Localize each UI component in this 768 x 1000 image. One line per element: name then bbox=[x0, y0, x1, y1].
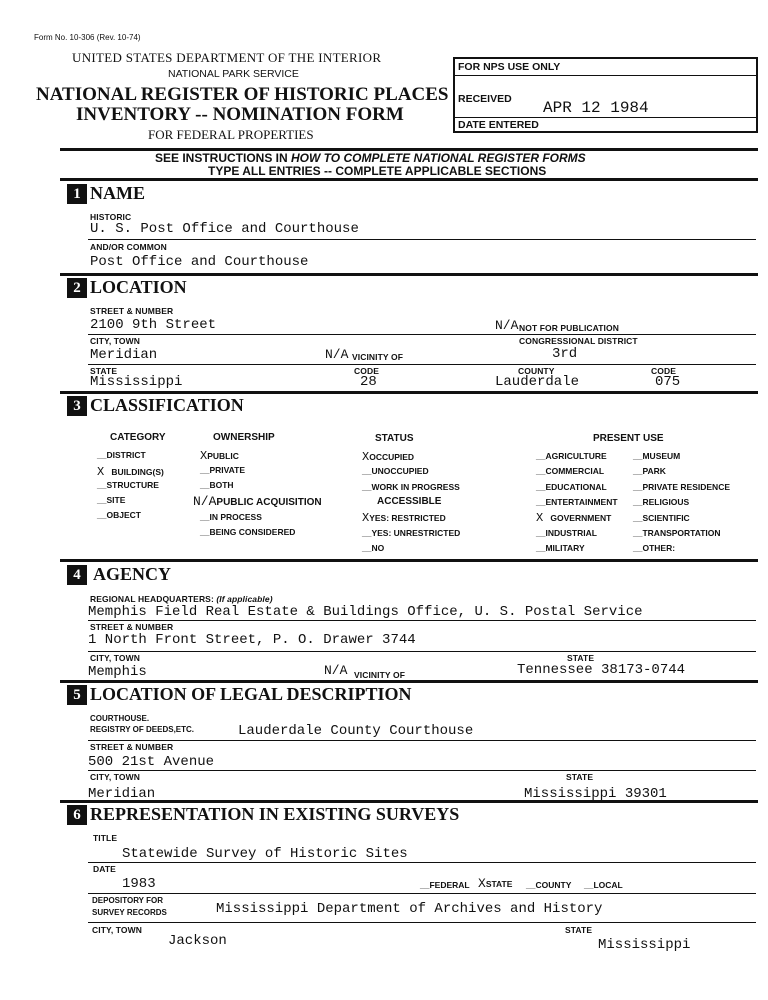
form-title-2: INVENTORY -- NOMINATION FORM bbox=[76, 104, 404, 125]
checkbox-mark: __ bbox=[200, 480, 210, 490]
checkbox-label: IN PROCESS bbox=[209, 512, 262, 522]
checkbox-mark: __ bbox=[200, 527, 210, 537]
status-work-in-progress[interactable] bbox=[362, 482, 460, 492]
checkbox-label: BEING CONSIDERED bbox=[209, 527, 296, 537]
section-title-surveys: REPRESENTATION IN EXISTING SURVEYS bbox=[90, 804, 460, 824]
checkbox-label: YES: UNRESTRICTED bbox=[371, 528, 461, 538]
checkbox-label: DISTRICT bbox=[106, 450, 146, 460]
checkbox-mark: __ bbox=[536, 482, 546, 492]
county-code-label: CODE bbox=[651, 366, 676, 376]
accessible-heading: ACCESSIBLE bbox=[377, 496, 442, 507]
divider bbox=[88, 334, 756, 335]
nps-use-box bbox=[453, 57, 758, 133]
instructions-line-1 bbox=[155, 151, 586, 165]
divider bbox=[88, 651, 756, 652]
checkbox-label: SCIENTIFIC bbox=[642, 513, 690, 523]
divider bbox=[88, 770, 756, 771]
checkbox-label: OBJECT bbox=[106, 510, 141, 520]
legal-city-value: Meridian bbox=[88, 786, 156, 802]
checkbox-mark: __ bbox=[536, 451, 546, 461]
state-code-value: 28 bbox=[360, 374, 377, 390]
state-value: Mississippi bbox=[90, 374, 183, 390]
checkbox-mark: __ bbox=[97, 480, 107, 490]
category-site[interactable] bbox=[97, 495, 125, 505]
divider bbox=[88, 740, 756, 741]
section-number-1: 1 bbox=[67, 184, 87, 204]
agency-city-value: Memphis bbox=[88, 664, 147, 680]
legal-city-label: CITY, TOWN bbox=[90, 772, 140, 782]
use-scientific[interactable] bbox=[633, 513, 690, 523]
checkbox-mark: __ bbox=[200, 465, 210, 475]
checkbox-label: COUNTY bbox=[535, 880, 572, 890]
checkbox-label: LOCAL bbox=[593, 880, 623, 890]
use-park[interactable] bbox=[633, 466, 666, 476]
checkbox-label: AGRICULTURE bbox=[545, 451, 607, 461]
agency-state-label: STATE bbox=[567, 653, 595, 663]
checkbox-mark: X bbox=[362, 511, 370, 525]
checkbox-mark: X bbox=[536, 511, 551, 525]
regional-hq-text: REGIONAL HEADQUARTERS: bbox=[90, 594, 214, 604]
nps-box-title: FOR NPS USE ONLY bbox=[458, 61, 561, 73]
survey-federal-option[interactable] bbox=[420, 880, 470, 890]
divider bbox=[88, 364, 756, 365]
checkbox-label: OTHER: bbox=[642, 543, 676, 553]
survey-city-label: CITY, TOWN bbox=[92, 925, 142, 935]
use-military[interactable] bbox=[536, 543, 585, 553]
status-occupied[interactable] bbox=[362, 450, 414, 464]
checkbox-mark: __ bbox=[362, 466, 372, 476]
checkbox-label: FEDERAL bbox=[429, 880, 470, 890]
agency-vicinity-label: VICINITY OF bbox=[354, 670, 406, 680]
checkbox-label: RELIGIOUS bbox=[642, 497, 690, 507]
survey-date-label: DATE bbox=[93, 864, 116, 874]
survey-local-option[interactable] bbox=[584, 880, 623, 890]
checkbox-label: OCCUPIED bbox=[369, 452, 415, 462]
checkbox-mark: __ bbox=[97, 495, 107, 505]
nps-divider bbox=[455, 75, 756, 76]
section-title-legal-description: LOCATION OF LEGAL DESCRIPTION bbox=[90, 684, 412, 704]
department-name: UNITED STATES DEPARTMENT OF THE INTERIOR bbox=[72, 50, 382, 65]
divider bbox=[60, 680, 758, 683]
ownership-public[interactable] bbox=[200, 449, 239, 463]
accessible-yes-unrestricted[interactable] bbox=[362, 528, 460, 538]
survey-title-label: TITLE bbox=[93, 833, 118, 843]
checkbox-mark: __ bbox=[536, 466, 546, 476]
historic-name: U. S. Post Office and Courthouse bbox=[90, 221, 359, 237]
legal-street-value: 500 21st Avenue bbox=[88, 754, 215, 770]
checkbox-label: PRIVATE RESIDENCE bbox=[642, 482, 731, 492]
section-number-3: 3 bbox=[67, 396, 87, 416]
not-for-pub-mark: N/A bbox=[495, 318, 519, 333]
use-commercial[interactable] bbox=[536, 466, 604, 476]
checkbox-mark: X bbox=[200, 449, 208, 463]
status-heading: STATUS bbox=[375, 433, 414, 444]
checkbox-mark: __ bbox=[633, 497, 643, 507]
divider bbox=[60, 800, 758, 803]
checkbox-mark: __ bbox=[362, 482, 372, 492]
checkbox-label: MUSEUM bbox=[642, 451, 681, 461]
public-acquisition-mark: N/A bbox=[193, 494, 217, 509]
form-number: Form No. 10-306 (Rev. 10-74) bbox=[34, 33, 141, 42]
agency-vicinity-mark: N/A bbox=[324, 663, 348, 678]
district-label: CONGRESSIONAL DISTRICT bbox=[519, 336, 638, 346]
checkbox-label: MILITARY bbox=[545, 543, 585, 553]
divider bbox=[60, 178, 758, 181]
survey-title-value: Statewide Survey of Historic Sites bbox=[122, 846, 408, 862]
legal-state-label: STATE bbox=[566, 772, 594, 782]
depository-label-1: DEPOSITORY FOR bbox=[92, 896, 163, 905]
instructions-line-2: TYPE ALL ENTRIES -- COMPLETE APPLICABLE SECTIONS bbox=[208, 164, 547, 178]
city-value: Meridian bbox=[90, 347, 158, 363]
checkbox-label: UNOCCUPIED bbox=[371, 466, 429, 476]
checkbox-mark: __ bbox=[362, 543, 372, 553]
checkbox-mark: __ bbox=[633, 528, 643, 538]
service-name: NATIONAL PARK SERVICE bbox=[168, 68, 299, 80]
agency-street-value: 1 North Front Street, P. O. Drawer 3744 bbox=[88, 632, 416, 648]
checkbox-mark: __ bbox=[200, 512, 210, 522]
divider bbox=[88, 862, 756, 863]
public-acquisition-label: PUBLIC ACQUISITION bbox=[216, 497, 322, 508]
checkbox-label: PUBLIC bbox=[207, 451, 239, 461]
regional-hq-note: (If applicable) bbox=[216, 594, 273, 604]
street-label: STREET & NUMBER bbox=[90, 306, 174, 316]
category-heading: CATEGORY bbox=[110, 432, 166, 443]
checkbox-label: SITE bbox=[106, 495, 126, 505]
checkbox-label: STRUCTURE bbox=[106, 480, 159, 490]
legal-street-label: STREET & NUMBER bbox=[90, 742, 174, 752]
depository-label-2: SURVEY RECORDS bbox=[92, 908, 167, 917]
common-label: AND/OR COMMON bbox=[90, 242, 167, 252]
divider bbox=[88, 239, 756, 240]
checkbox-label: PRIVATE bbox=[209, 465, 246, 475]
survey-county-option[interactable] bbox=[526, 880, 571, 890]
divider bbox=[60, 559, 758, 562]
divider bbox=[88, 893, 756, 894]
common-name: Post Office and Courthouse bbox=[90, 254, 309, 270]
survey-state-option[interactable] bbox=[478, 876, 512, 891]
use-government[interactable] bbox=[536, 511, 611, 525]
checkbox-mark: __ bbox=[633, 451, 643, 461]
section-title-location: LOCATION bbox=[90, 277, 187, 297]
use-religious[interactable] bbox=[633, 497, 689, 507]
survey-date-value: 1983 bbox=[122, 876, 156, 892]
courthouse-value: Lauderdale County Courthouse bbox=[238, 723, 474, 739]
checkbox-mark: X bbox=[97, 465, 112, 479]
checkbox-label: GOVERNMENT bbox=[550, 513, 612, 523]
code-label: CODE bbox=[354, 366, 379, 376]
county-value: Lauderdale bbox=[495, 374, 580, 390]
checkbox-label: EDUCATIONAL bbox=[545, 482, 607, 492]
category-buildings[interactable] bbox=[97, 465, 164, 479]
use-private-residence[interactable] bbox=[633, 482, 730, 492]
use-industrial[interactable] bbox=[536, 528, 597, 538]
divider bbox=[88, 620, 756, 621]
vicinity-label: VICINITY OF bbox=[352, 352, 404, 362]
use-transportation[interactable] bbox=[633, 528, 721, 538]
legal-state-value: Mississippi 39301 bbox=[524, 786, 667, 802]
ownership-private[interactable] bbox=[200, 465, 245, 475]
survey-state-value: Mississippi bbox=[598, 937, 691, 953]
section-number-4: 4 bbox=[67, 565, 87, 585]
checkbox-mark: __ bbox=[633, 543, 643, 553]
date-entered-label: DATE ENTERED bbox=[458, 119, 539, 131]
use-educational[interactable] bbox=[536, 482, 607, 492]
acquisition-being-considered[interactable] bbox=[200, 527, 295, 537]
checkbox-mark: X bbox=[478, 876, 486, 891]
form-title-1: NATIONAL REGISTER OF HISTORIC PLACES bbox=[36, 84, 449, 105]
use-agriculture[interactable] bbox=[536, 451, 607, 461]
checkbox-label: NO bbox=[371, 543, 385, 553]
checkbox-mark: __ bbox=[633, 513, 643, 523]
received-label: RECEIVED bbox=[458, 93, 512, 105]
acquisition-in-process[interactable] bbox=[200, 512, 262, 522]
divider bbox=[60, 273, 758, 276]
agency-city-label: CITY, TOWN bbox=[90, 653, 140, 663]
section-title-classification: CLASSIFICATION bbox=[90, 395, 244, 415]
historic-label: HISTORIC bbox=[90, 212, 132, 222]
agency-street-label: STREET & NUMBER bbox=[90, 622, 174, 632]
checkbox-label: COMMERCIAL bbox=[545, 466, 605, 476]
checkbox-label: INDUSTRIAL bbox=[545, 528, 597, 538]
checkbox-mark: __ bbox=[420, 880, 430, 890]
form-subtitle: FOR FEDERAL PROPERTIES bbox=[148, 127, 314, 142]
checkbox-mark: X bbox=[362, 450, 370, 464]
instructions-emphasis: HOW TO COMPLETE NATIONAL REGISTER FORMS bbox=[291, 151, 586, 165]
checkbox-mark: __ bbox=[633, 482, 643, 492]
checkbox-label: BOTH bbox=[209, 480, 234, 490]
street-value: 2100 9th Street bbox=[90, 317, 217, 333]
present-use-heading: PRESENT USE bbox=[593, 433, 664, 444]
use-other[interactable] bbox=[633, 543, 675, 553]
district-value: 3rd bbox=[552, 346, 578, 362]
checkbox-mark: __ bbox=[536, 543, 546, 553]
category-object[interactable] bbox=[97, 510, 141, 520]
regional-hq-value: Memphis Field Real Estate & Buildings Office, U. S. Postal Service bbox=[88, 604, 643, 620]
checkbox-mark: __ bbox=[97, 510, 107, 520]
courthouse-label-2: REGISTRY OF DEEDS,ETC. bbox=[90, 725, 195, 734]
section-number-5: 5 bbox=[67, 685, 87, 705]
status-unoccupied[interactable] bbox=[362, 466, 429, 476]
checkbox-mark: __ bbox=[97, 450, 107, 460]
county-label: COUNTY bbox=[518, 366, 555, 376]
checkbox-mark: __ bbox=[362, 528, 372, 538]
courthouse-label-1: COURTHOUSE. bbox=[90, 714, 150, 723]
category-district[interactable] bbox=[97, 450, 146, 460]
instructions-prefix: SEE INSTRUCTIONS IN bbox=[155, 151, 292, 165]
section-number-2: 2 bbox=[67, 278, 87, 298]
accessible-yes-restricted[interactable] bbox=[362, 511, 446, 525]
section-title-agency: AGENCY bbox=[93, 564, 172, 584]
regional-hq-label bbox=[90, 594, 273, 604]
agency-state-value: Tennessee 38173-0744 bbox=[517, 662, 686, 678]
checkbox-label: BUILDING(S) bbox=[111, 467, 164, 477]
nps-divider-2 bbox=[455, 117, 756, 118]
checkbox-label: PARK bbox=[642, 466, 666, 476]
section-title-name: NAME bbox=[90, 183, 145, 203]
county-code-value: 075 bbox=[655, 374, 681, 390]
survey-state-label: STATE bbox=[565, 925, 593, 935]
use-museum[interactable] bbox=[633, 451, 680, 461]
section-number-6: 6 bbox=[67, 805, 87, 825]
checkbox-mark: __ bbox=[633, 466, 643, 476]
checkbox-label: YES: RESTRICTED bbox=[369, 513, 446, 523]
checkbox-mark: __ bbox=[526, 880, 536, 890]
ownership-both[interactable] bbox=[200, 480, 234, 490]
city-label: CITY, TOWN bbox=[90, 336, 140, 346]
category-structure[interactable] bbox=[97, 480, 159, 490]
depository-value: Mississippi Department of Archives and History bbox=[216, 901, 603, 917]
accessible-no[interactable] bbox=[362, 543, 384, 553]
use-entertainment[interactable] bbox=[536, 497, 618, 507]
divider bbox=[88, 922, 756, 923]
state-label: STATE bbox=[90, 366, 118, 376]
checkbox-label: TRANSPORTATION bbox=[642, 528, 721, 538]
checkbox-label: WORK IN PROGRESS bbox=[371, 482, 460, 492]
checkbox-mark: __ bbox=[584, 880, 594, 890]
survey-city-value: Jackson bbox=[168, 933, 227, 949]
public-acquisition-heading bbox=[193, 494, 322, 509]
vicinity-mark: N/A bbox=[325, 347, 349, 362]
divider bbox=[60, 391, 758, 394]
checkbox-mark: __ bbox=[536, 528, 546, 538]
checkbox-label: ENTERTAINMENT bbox=[545, 497, 618, 507]
checkbox-label: STATE bbox=[485, 879, 513, 889]
checkbox-mark: __ bbox=[536, 497, 546, 507]
ownership-heading: OWNERSHIP bbox=[213, 432, 275, 443]
received-stamp: APR 12 1984 bbox=[543, 99, 649, 117]
not-for-pub-label: NOT FOR PUBLICATION bbox=[519, 323, 619, 333]
